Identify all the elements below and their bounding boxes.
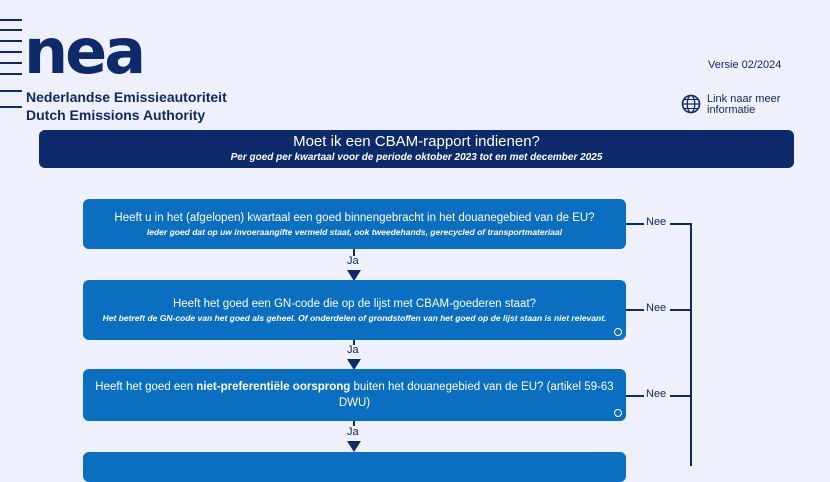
question-2-note: Het betreft de GN-code van het goed als geheel. Of onderdelen of grondstoffen van het goed op de lijst staan is niet relevant.	[102, 312, 607, 323]
question-1-note: Ieder goed dat op uw invoeraangifte vermeld staat, ook tweedehands, gerecycled of transportmateriaal	[146, 226, 563, 237]
question-box-3	[83, 369, 626, 421]
no-connector	[626, 309, 644, 311]
globe-icon	[681, 94, 701, 119]
title-banner	[39, 130, 794, 168]
no-branch-line	[690, 223, 692, 466]
question-box-4	[83, 452, 626, 482]
question-box-1	[83, 199, 626, 249]
no-label: Nee	[646, 388, 667, 400]
org-name-nl: Nederlandse Emissieautoriteit	[26, 89, 227, 105]
no-connector	[670, 223, 692, 225]
info-icon[interactable]	[614, 409, 622, 417]
no-label: Nee	[646, 302, 667, 314]
no-connector	[626, 395, 644, 397]
question-1-text: Heeft u in het (afgelopen) kwartaal een goed binnengebracht in het douanegebied van de EU?	[114, 211, 595, 224]
question-3-text: Heeft het goed een niet-preferentiële oorsprong buiten het douanegebied van de EU? (artikel 59-63 DWU)	[95, 381, 614, 409]
no-label: Nee	[646, 216, 667, 228]
question-2-text: Heeft het goed een GN-code die op de lijst met CBAM-goederen staat?	[172, 297, 537, 310]
logo: nea	[24, 15, 144, 88]
org-name-en: Dutch Emissions Authority	[26, 107, 206, 123]
version-label: Versie 02/2024	[708, 59, 782, 71]
no-connector	[626, 223, 644, 225]
yes-label: Ja	[347, 255, 359, 267]
info-link[interactable]	[681, 94, 801, 120]
no-connector	[670, 395, 692, 397]
info-icon[interactable]	[614, 328, 622, 336]
info-link-label[interactable]: Link naar meer informatie	[707, 93, 781, 116]
yes-label: Ja	[347, 344, 359, 356]
page-title: Moet ik een CBAM-rapport indienen?	[293, 133, 540, 150]
yes-label: Ja	[347, 426, 359, 438]
question-box-2	[83, 280, 626, 340]
no-connector	[670, 309, 692, 311]
page-subtitle: Per goed per kwartaal voor de periode oktober 2023 tot en met december 2025	[230, 152, 603, 163]
